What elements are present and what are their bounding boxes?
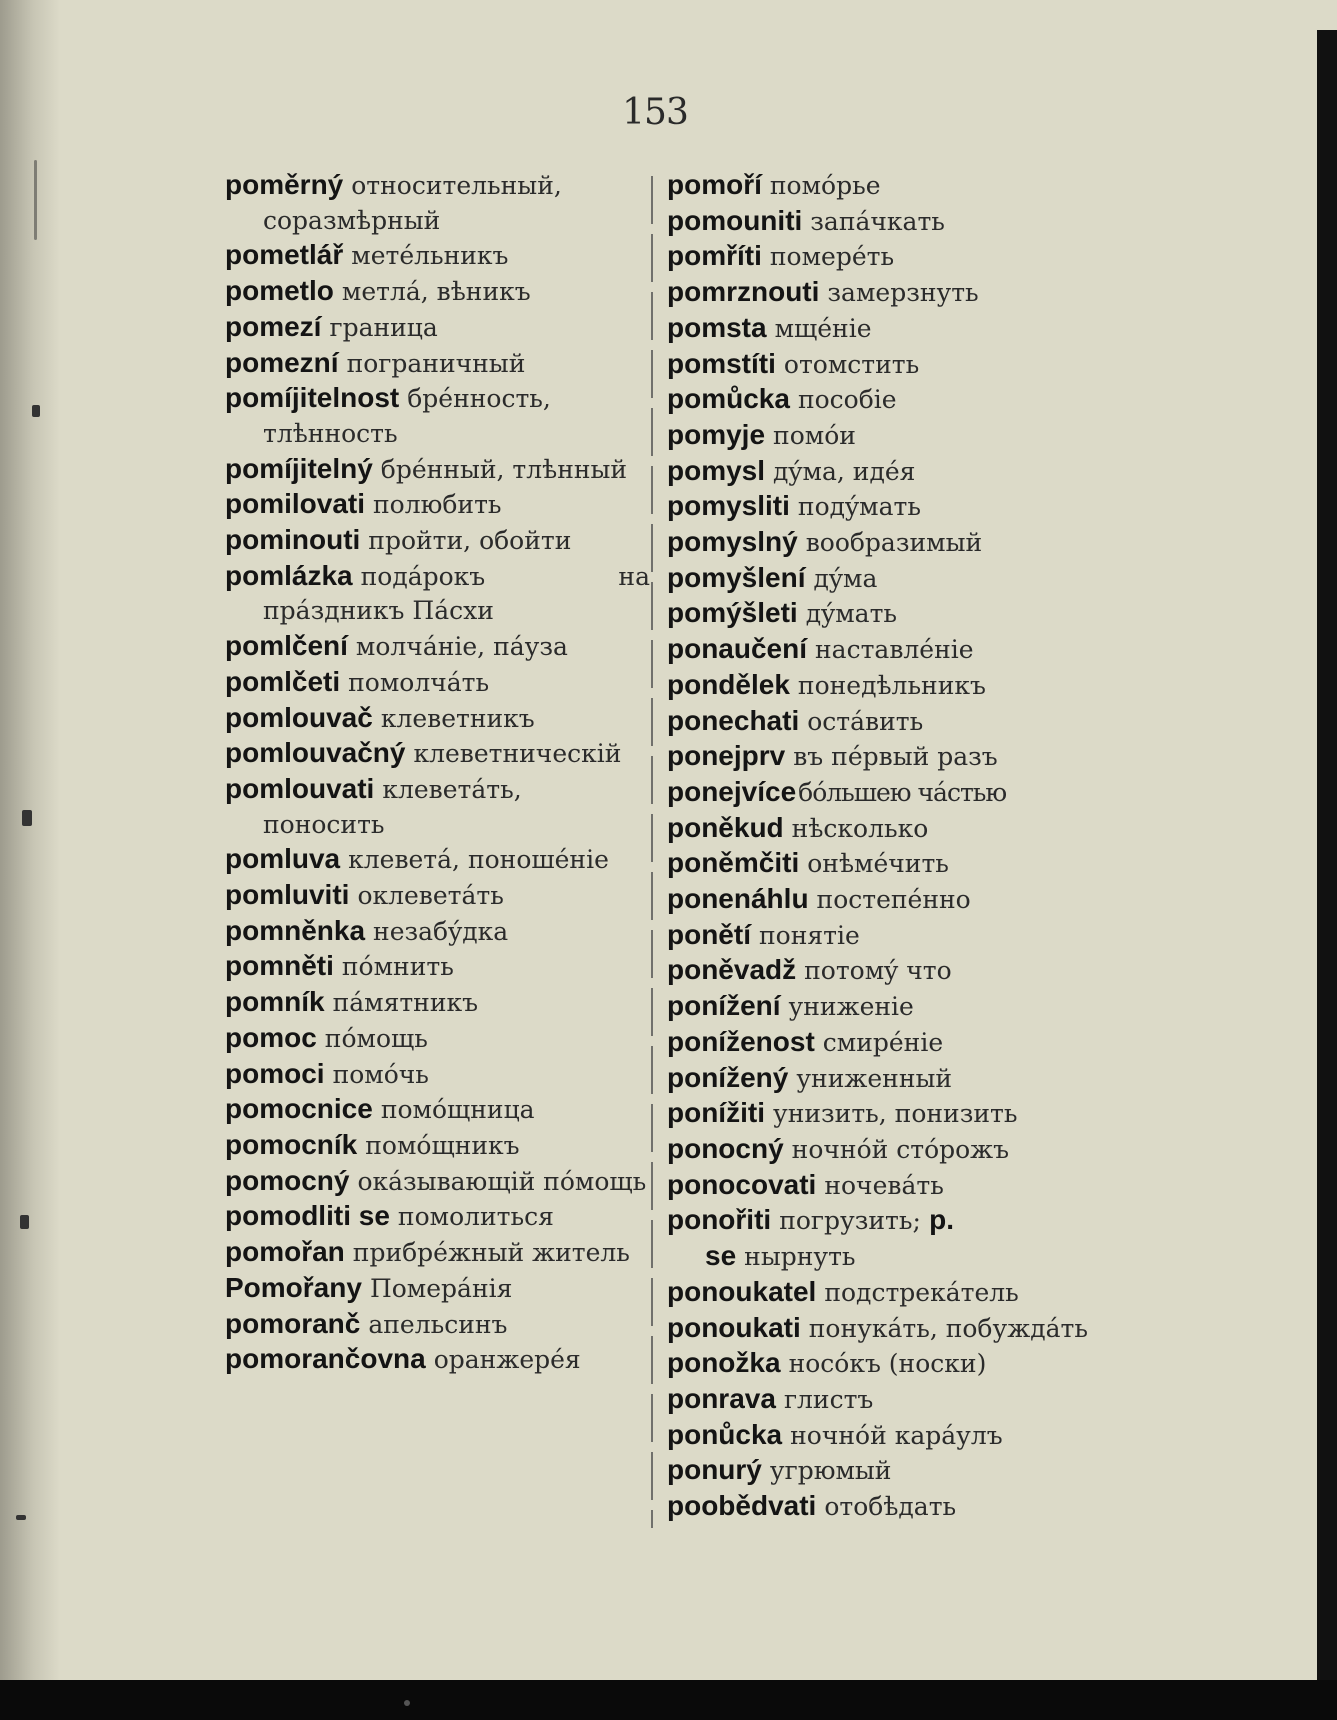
- headword: ponožka: [667, 1347, 781, 1379]
- column-divider: [651, 176, 653, 1528]
- page-edge: [1317, 30, 1337, 1680]
- headword: pomodliti se: [225, 1200, 390, 1232]
- headword: pomocník: [225, 1128, 358, 1160]
- headword: pomořan: [225, 1236, 345, 1268]
- dictionary-entry: [667, 347, 1092, 383]
- headword: pomorančovna: [225, 1343, 426, 1375]
- translation: метéльникъ: [351, 241, 509, 271]
- headword: ponaučení: [667, 633, 808, 665]
- translation: пограничный: [346, 348, 526, 378]
- translation: подстрекáтель: [824, 1277, 1019, 1307]
- dictionary-entry: [667, 989, 1092, 1025]
- headword: pomlčeti: [225, 665, 341, 697]
- phrase-translation: нырнуть: [744, 1242, 856, 1272]
- dictionary-entry: [225, 1235, 650, 1271]
- headword: pomysl: [667, 454, 766, 486]
- dictionary-entry: [225, 1164, 650, 1200]
- translation: угрюмый: [769, 1456, 892, 1486]
- translation: молчáніе, пáуза: [355, 632, 568, 662]
- margin-mark: [32, 405, 40, 417]
- headword: ponětí: [667, 918, 751, 950]
- dictionary-entry: [225, 665, 650, 701]
- translation: апельсинъ: [368, 1309, 508, 1339]
- dictionary-entry: [225, 1057, 650, 1093]
- dictionary-entry: [667, 204, 1092, 240]
- translation: клеветникъ: [380, 703, 535, 733]
- translation: ночнóй стóрожъ: [791, 1134, 1010, 1164]
- dictionary-entry: [667, 846, 1092, 882]
- headword: ponocovati: [667, 1168, 817, 1200]
- dictionary-entry: [225, 914, 650, 950]
- dictionary-entry: [225, 346, 650, 382]
- translation: униженіе: [788, 992, 914, 1022]
- dictionary-entry: [667, 953, 1092, 989]
- translation: клеветническій: [413, 739, 622, 769]
- headword: pomsta: [667, 311, 767, 343]
- headword: pomůcka: [667, 383, 790, 415]
- translation: понятіе: [759, 920, 860, 950]
- headword: pomlázka: [225, 559, 353, 591]
- headword: pomlouvati: [225, 772, 375, 804]
- headword: ponížený: [667, 1061, 789, 1093]
- translation: помóи: [773, 420, 856, 450]
- dictionary-entry: [667, 1489, 1092, 1525]
- headword: ponořiti: [667, 1204, 772, 1236]
- dictionary-entry: [225, 1021, 650, 1057]
- dictionary-entry: [667, 596, 1092, 632]
- translation: замерзнуть: [827, 278, 979, 308]
- phrase: p. se: [705, 1204, 955, 1272]
- dictionary-entry: [225, 949, 650, 985]
- translation: онѣмéчить: [807, 849, 949, 879]
- headword: pomilovati: [225, 488, 366, 520]
- translation: носóкъ (носки): [788, 1349, 987, 1379]
- dictionary-entry: [225, 701, 650, 737]
- translation: мщéніе: [774, 313, 872, 343]
- dictionary-entry: [667, 1132, 1092, 1168]
- translation: померéть: [769, 242, 895, 272]
- headword: Pomořany: [225, 1271, 362, 1303]
- headword: ponůcka: [667, 1418, 783, 1450]
- dictionary-entry: [225, 1199, 650, 1235]
- translation: униженный: [796, 1063, 953, 1093]
- headword: poněkud: [667, 811, 784, 843]
- dictionary-entry: [225, 452, 650, 488]
- dictionary-entry: [225, 772, 650, 842]
- headword: ponechati: [667, 704, 800, 736]
- margin-mark: [34, 160, 37, 240]
- headword: ponejprv: [667, 740, 786, 772]
- translation: смирéніе: [822, 1027, 944, 1057]
- translation: въ пéрвый разъ: [793, 742, 998, 772]
- dictionary-entry: [667, 1382, 1092, 1418]
- translation: относительный, соразмѣрный: [263, 171, 562, 235]
- translation: подýмать: [797, 492, 921, 522]
- translation: понукáть, побуждáть: [808, 1313, 1088, 1343]
- headword: pomník: [225, 986, 325, 1018]
- headword: ponocný: [667, 1132, 784, 1164]
- dictionary-entry: [225, 1271, 650, 1307]
- translation: вообразимый: [805, 528, 983, 558]
- headword: pomoc: [225, 1021, 317, 1053]
- headword: pomocný: [225, 1164, 350, 1196]
- translation: унизить, понизить: [772, 1099, 1018, 1129]
- dictionary-entry: [225, 736, 650, 772]
- headword: pomyje: [667, 418, 766, 450]
- dictionary-entry: [225, 1342, 650, 1378]
- translation: запáчкать: [810, 206, 945, 236]
- translation: незабýдка: [373, 916, 509, 946]
- margin-mark: [20, 1215, 29, 1229]
- translation: пóмощь: [324, 1023, 428, 1053]
- dictionary-entry: [225, 1128, 650, 1164]
- headword: pomezí: [225, 310, 322, 342]
- margin-mark: [22, 810, 32, 826]
- dictionary-entry: [667, 454, 1092, 490]
- headword: poměrný: [225, 169, 344, 200]
- dictionary-entry: [667, 918, 1092, 954]
- headword: pomluva: [225, 843, 341, 875]
- headword: ponížiti: [667, 1097, 765, 1129]
- dictionary-entry: [225, 878, 650, 914]
- translation: дýма: [813, 563, 878, 593]
- translation: Померáнія: [369, 1273, 513, 1303]
- dictionary-entry: [667, 525, 1092, 561]
- translation: бóльшею чáстью: [798, 777, 1007, 807]
- dictionary-entry: [667, 239, 1092, 275]
- dictionary-entry: [667, 1346, 1092, 1382]
- dictionary-entry: [667, 1025, 1092, 1061]
- translation: понедѣльникъ: [797, 670, 986, 700]
- translation: погрузить;: [779, 1206, 921, 1236]
- dictionary-entry: [667, 561, 1092, 597]
- dictionary-entry: [667, 739, 1092, 775]
- dictionary-entry: [667, 1275, 1092, 1311]
- headword: pomyslný: [667, 526, 798, 558]
- margin-mark: [16, 1515, 26, 1520]
- headword: pomlouvačný: [225, 737, 406, 769]
- translation: ночевáть: [824, 1170, 944, 1200]
- translation: потомý что: [804, 956, 952, 986]
- dictionary-entry: [225, 985, 650, 1021]
- translation: подáрокъ на прáздникъ Пáсхи: [263, 561, 650, 626]
- translation: оклеветáть: [357, 881, 504, 911]
- headword: ponoukatel: [667, 1275, 817, 1307]
- headword: ponurý: [667, 1454, 762, 1486]
- translation: помóщникъ: [365, 1130, 520, 1160]
- dictionary-entry: [225, 842, 650, 878]
- headword: pomíjitelnost: [225, 382, 400, 414]
- dictionary-entry: [225, 559, 650, 629]
- headword: pomocnice: [225, 1093, 373, 1125]
- dictionary-entry: [667, 811, 1092, 847]
- dictionary-entry: [225, 487, 650, 523]
- translation: остáвить: [807, 706, 924, 736]
- headword: ponenáhlu: [667, 883, 809, 915]
- dictionary-entry: [667, 668, 1092, 704]
- translation: глистъ: [783, 1384, 874, 1414]
- dictionary-entry: [667, 311, 1092, 347]
- dictionary-entry: [667, 1311, 1092, 1347]
- headword: ponížení: [667, 990, 781, 1022]
- dictionary-entry: [667, 168, 1092, 204]
- headword: ponejvíce: [667, 775, 797, 807]
- dictionary-entry: [225, 381, 650, 451]
- dictionary-entry: [667, 882, 1092, 918]
- headword: pomříti: [667, 240, 762, 272]
- translation: нѣсколько: [791, 813, 929, 843]
- dictionary-entry: [225, 523, 650, 559]
- headword: pomluviti: [225, 879, 350, 911]
- scan-bottom-edge: [0, 1680, 1337, 1720]
- translation: полюбить: [373, 490, 502, 520]
- translation: пáмятникъ: [332, 988, 479, 1018]
- headword: poněmčiti: [667, 847, 800, 879]
- dictionary-entry: [667, 1203, 1092, 1274]
- headword: pomněnka: [225, 914, 366, 946]
- dictionary-entry: [667, 1096, 1092, 1132]
- headword: pometlář: [225, 239, 344, 271]
- dictionary-entry: [667, 489, 1092, 525]
- dictionary-entry: [225, 168, 650, 238]
- headword: ponoukati: [667, 1311, 801, 1343]
- headword: pomrznouti: [667, 276, 820, 308]
- translation: дýма, идéя: [773, 456, 916, 486]
- page-number: 153: [622, 92, 688, 133]
- translation: границa: [329, 312, 438, 342]
- translation: ночнóй карáулъ: [790, 1420, 1003, 1450]
- translation: постепéнно: [816, 885, 971, 915]
- translation: брéнность, тлѣнность: [263, 384, 551, 448]
- headword: pondělek: [667, 668, 790, 700]
- headword: pomstíti: [667, 347, 776, 379]
- dictionary-entry: [667, 1168, 1092, 1204]
- right-column: [667, 168, 1092, 1525]
- translation: клеветáть, поносить: [263, 774, 522, 839]
- headword: poobědvati: [667, 1490, 817, 1522]
- dictionary-entry: [667, 632, 1092, 668]
- left-column: [225, 168, 650, 1378]
- dictionary-entry: [667, 275, 1092, 311]
- headword: pomněti: [225, 950, 334, 982]
- headword: pomyšlení: [667, 561, 806, 593]
- headword: pomouniti: [667, 204, 803, 236]
- translation: клеветá, поношéніе: [348, 845, 609, 875]
- dictionary-entry: [667, 1453, 1092, 1489]
- translation: прибрéжный житель: [352, 1238, 630, 1268]
- translation: пóмнить: [341, 952, 454, 982]
- headword: pometlo: [225, 275, 334, 307]
- translation: брéнный, тлѣнный: [380, 454, 628, 484]
- translation: наставлéніе: [815, 635, 974, 665]
- translation: пособіе: [797, 385, 897, 415]
- headword: pomoci: [225, 1057, 325, 1089]
- dictionary-entry: [667, 382, 1092, 418]
- headword: pomezní: [225, 346, 339, 378]
- translation: помóчь: [332, 1059, 429, 1089]
- dictionary-entry: [225, 238, 650, 274]
- headword: ponrava: [667, 1382, 776, 1414]
- translation: дýмать: [805, 599, 898, 629]
- translation: отобѣдать: [824, 1492, 957, 1522]
- translation: помóрье: [769, 171, 881, 200]
- headword: pomíjitelný: [225, 452, 373, 484]
- headword: pomoranč: [225, 1307, 361, 1339]
- headword: pomlčení: [225, 630, 348, 662]
- translation: пройти, обойти: [368, 526, 572, 556]
- translation: помолчáть: [348, 667, 490, 697]
- dust-speck: [404, 1700, 410, 1706]
- dictionary-entry: [667, 775, 1092, 811]
- dictionary-entry: [667, 1061, 1092, 1097]
- binding-shadow: [0, 0, 60, 1680]
- translation: окáзывающій пóмощь: [357, 1166, 647, 1196]
- translation: метлá, вѣникъ: [341, 277, 531, 307]
- dictionary-entry: [225, 310, 650, 346]
- headword: pominouti: [225, 524, 361, 556]
- headword: poněvadž: [667, 954, 797, 986]
- dictionary-entry: [667, 704, 1092, 740]
- dictionary-entry: [667, 418, 1092, 454]
- dictionary-entry: [225, 1092, 650, 1128]
- headword: poníženost: [667, 1025, 815, 1057]
- dictionary-entry: [225, 274, 650, 310]
- translation: помолиться: [397, 1202, 554, 1232]
- translation: помóщница: [380, 1095, 535, 1125]
- headword: pomlouvač: [225, 701, 373, 733]
- dictionary-entry: [225, 629, 650, 665]
- headword: pomýšleti: [667, 597, 798, 629]
- dictionary-entry: [225, 1307, 650, 1343]
- headword: pomysliti: [667, 490, 790, 522]
- dictionary-entry: [667, 1418, 1092, 1454]
- translation: отомстить: [783, 349, 920, 379]
- translation: оранжерéя: [433, 1345, 581, 1375]
- headword: pomoří: [667, 169, 762, 200]
